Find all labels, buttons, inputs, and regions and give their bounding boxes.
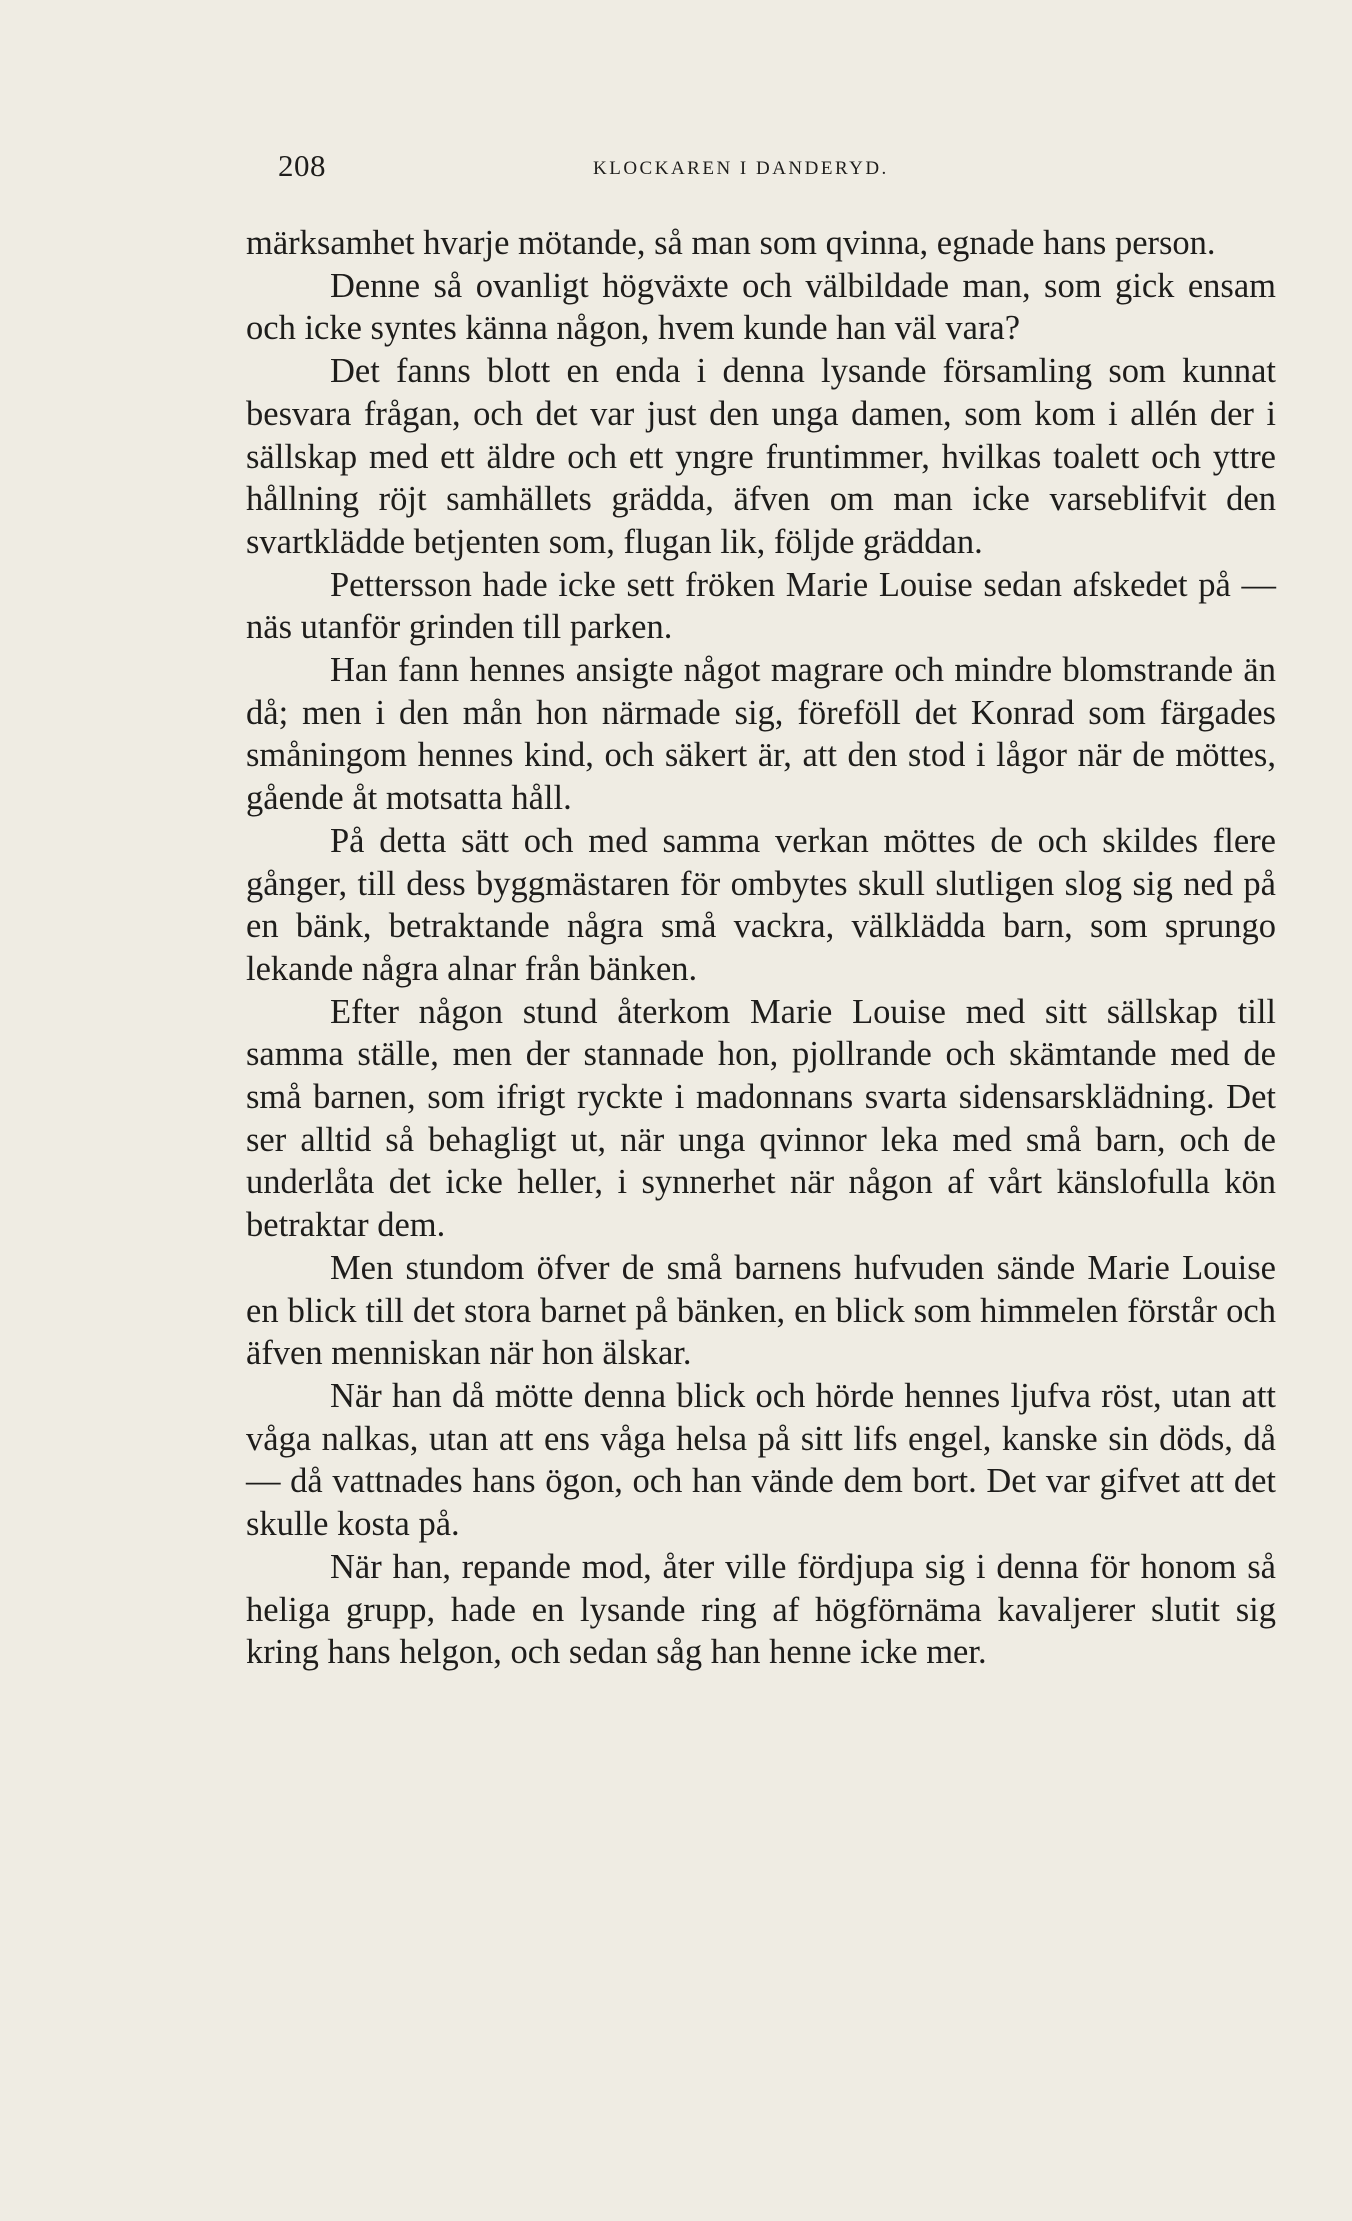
paragraph: När han då mötte denna blick och hörde hennes ljufva röst, utan att våga nalkas, utan att ens våga helsa på sitt lifs engel, kanske sin döds, då — då vattnades hans ögon, och han vände dem bort. Det var gifvet att det skulle kosta på. (246, 1376, 1276, 1544)
page-header (278, 148, 1078, 188)
paragraph: Det fanns blott en enda i denna lysande församling som kunnat besvara frågan, och det var just den unga damen, som kom i allén der i sällskap med ett äldre och ett yngre fruntimmer, hvilkas toalett och yttre hållning röjt samhällets grädda, äfven om man icke varseblifvit den svartklädde betjenten som, flugan lik, följde gräddan. (246, 352, 1276, 561)
paragraph: Efter någon stund återkom Marie Louise med sitt sällskap till samma ställe, men der stannade hon, pjollrande och skämtande med de små barnen, som ifrigt ryckte i madonnans svarta sidensarsklädning. Det ser alltid så behagligt ut, när unga qvinnor leka med små barn, och de underlåta det icke heller, i synnerhet när någon af vårt känslofulla kön betraktar dem. (246, 992, 1276, 1245)
paragraph: Han fann hennes ansigte något magrare och mindre blomstrande än då; men i den mån hon närmade sig, föreföll det Konrad som färgades småningom hennes kind, och säkert är, att den stod i lågor när de möttes, gående åt motsatta håll. (246, 651, 1276, 818)
paragraph: Denne så ovanligt högväxte och välbildade man, som gick ensam och icke syntes känna någon, hvem kunde han väl vara? (246, 266, 1276, 348)
page-number: 208 (278, 148, 326, 183)
paragraph: På detta sätt och med samma verkan möttes de och skildes flere gånger, till dess byggmästaren för ombytes skull slutligen slog sig ned på en bänk, betraktande några små vackra, välklädda barn, som sprungo lekande några alnar från bänken. (246, 821, 1276, 988)
body-text (246, 222, 1276, 1674)
paragraph: När han, repande mod, åter ville fördjupa sig i denna för honom så heliga grupp, hade en lysande ring af högförnäma kavaljerer slutit sig kring hans helgon, och sedan såg han henne icke mer. (246, 1547, 1276, 1672)
paragraph: Pettersson hade icke sett fröken Marie Louise sedan afskedet på —näs utanför grinden till parken. (246, 565, 1276, 647)
running-title: KLOCKAREN I DANDERYD. (593, 158, 889, 179)
paragraph: märksamhet hvarje mötande, så man som qvinna, egnade hans person. (246, 224, 1216, 262)
paragraph: Men stundom öfver de små barnens hufvuden sände Marie Louise en blick till det stora barnet på bänken, en blick som himmelen förstår och äfven menniskan när hon älskar. (246, 1248, 1276, 1373)
